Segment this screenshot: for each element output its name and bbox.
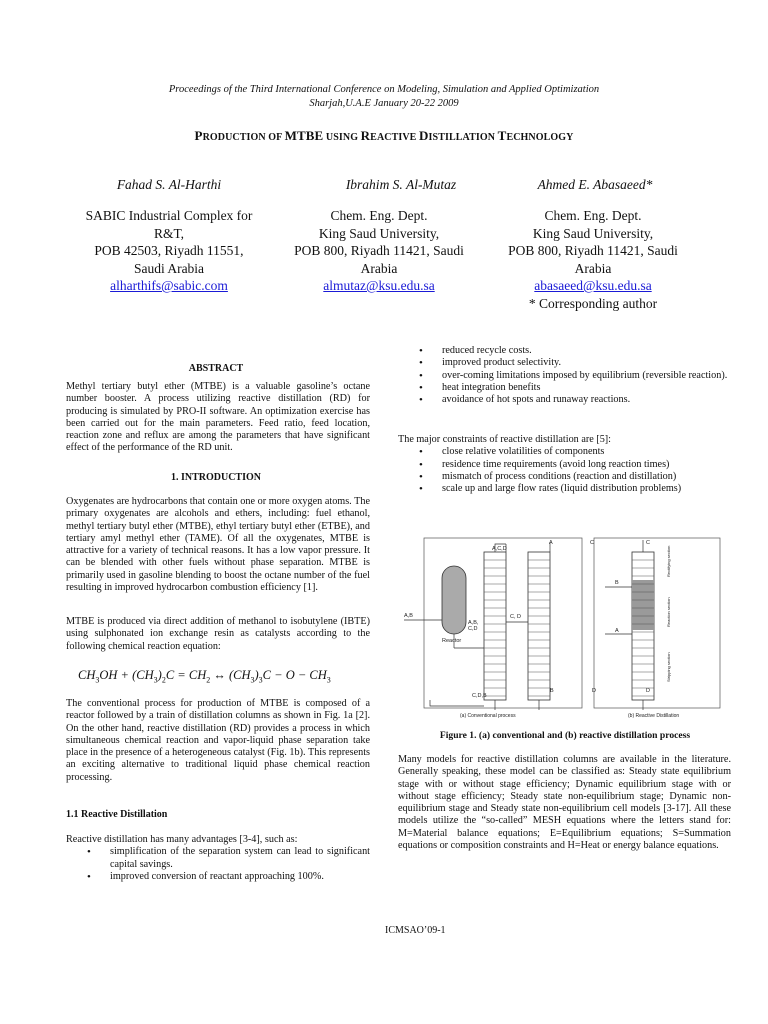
title-mtbe: MTBE	[284, 128, 324, 143]
label-stripping-section: Stripping section	[666, 652, 671, 682]
eq-sub: 3	[258, 675, 263, 685]
eq-sub: 3	[153, 675, 158, 685]
affiliation-line: Arabia	[360, 260, 398, 276]
title-roduction-of: RODUCTION OF	[202, 132, 285, 143]
affiliation-line: POB 42503, Riyadh 11551,	[94, 243, 244, 258]
author-affiliation-3	[478, 207, 708, 312]
introduction-heading: 1. INTRODUCTION	[170, 472, 261, 483]
label-a-top: A	[549, 540, 553, 546]
eq-ch: CH	[78, 668, 96, 682]
reactive-distillation-column	[632, 552, 654, 700]
list-item: • residence time requirements (avoid long reaction times)	[416, 459, 731, 471]
label-c-top-2: C	[646, 540, 650, 546]
eq-sub: 3	[326, 675, 331, 685]
eq-oh: OH + (CH	[99, 668, 154, 682]
intro-paragraph-2-text: MTBE is produced via direct addition of methanol to isobutylene (IBTE) using sulphonated ion exchange resin as catalysts according to the following chemical reaction equation:	[66, 616, 370, 652]
affiliation-line: R&T,	[153, 225, 185, 241]
eq-paren: )	[157, 668, 162, 682]
title-eactive: EACTIVE	[370, 132, 420, 143]
list-item: • heat integration benefits	[416, 382, 731, 394]
constraints-intro: The major constraints of reactive distillation are [5]:	[398, 434, 612, 445]
figure-caption: Figure 1. (a) conventional and (b) reactive distillation process	[439, 730, 691, 741]
affiliation-line: Saudi Arabia	[133, 260, 205, 276]
label-d-bottom-2: D	[646, 688, 650, 694]
label-abcd: A,B,	[468, 620, 479, 626]
constraints-bullets	[416, 446, 731, 495]
eq-sub: 3	[250, 675, 255, 685]
affiliation-line: POB 800, Riyadh 11421, Saudi	[294, 243, 464, 258]
advantages-bullets	[416, 345, 731, 406]
affiliation-line: King Saud University,	[532, 225, 654, 241]
advantages-list-continued	[398, 345, 731, 406]
reaction-equation	[78, 668, 378, 685]
eq-sub: 2	[206, 675, 211, 685]
affiliation-line: Chem. Eng. Dept.	[544, 208, 642, 223]
label-rectifying-section: Rectifying section	[666, 545, 671, 577]
distillation-column-2	[528, 552, 550, 700]
intro-paragraph-2	[66, 616, 370, 653]
author-name-2: Ibrahim S. Al-Mutaz	[345, 177, 457, 192]
list-item: • close relative volatilities of components	[416, 446, 731, 458]
intro-paragraph-3	[66, 698, 370, 784]
constraints-section	[398, 434, 731, 495]
label-reactor: Reactor	[442, 638, 462, 644]
reactive-distillation-intro	[66, 834, 370, 883]
author-name-3: Ahmed E. Abasaeed*	[537, 177, 653, 192]
affiliation-line: POB 800, Riyadh 11421, Saudi	[508, 243, 678, 258]
corresponding-author-note: * Corresponding author	[528, 295, 658, 311]
author-email-1[interactable]: alharthifs@sabic.com	[110, 278, 228, 293]
intro-paragraph-3-text: The conventional process for production of MTBE is composed of a reactor followed by a train of distillation columns as shown in Fig. 1a [2]. On the other hand, reactive distillation (RD) provides a process in which simultaneous chemical reaction and vapor-liquid phase separation take place in the presence of a heterogeneous catalyst (Fig. 1b). This represents an exciting alternative to traditional liquid phase chemical reaction processing.	[66, 698, 370, 783]
list-item: • scale up and large flow rates (liquid distribution problems)	[416, 483, 731, 495]
title-initial-t: T	[497, 128, 507, 143]
models-paragraph	[398, 754, 731, 852]
affiliation-line: Arabia	[574, 260, 612, 276]
rd-intro-text: Reactive distillation has many advantages [3-4], such as:	[66, 834, 298, 845]
author-name-1: Fahad S. Al-Harthi	[116, 177, 222, 192]
author-email-2[interactable]: almutaz@ksu.edu.sa	[323, 278, 435, 293]
author-affiliation-2	[264, 207, 494, 295]
label-acd: A,C,D	[492, 546, 507, 552]
distillation-column-1	[484, 552, 506, 700]
label-cd-mid: C, D	[510, 614, 521, 620]
title-istillation: ISTILLATION	[428, 132, 498, 143]
title-using: USING	[323, 132, 361, 143]
affiliation-line: Chem. Eng. Dept.	[330, 208, 428, 223]
paper-title	[0, 128, 768, 144]
list-item: • mismatch of process conditions (reaction and distillation)	[416, 471, 731, 483]
affiliation-line: King Saud University,	[318, 225, 440, 241]
intro-paragraph-1	[66, 496, 370, 594]
label-cdb: C,D,B	[472, 693, 487, 699]
list-item: • simplification of the separation system can lead to significant capital savings.	[84, 846, 370, 871]
figure-1-diagram	[400, 532, 730, 722]
abstract-paragraph: Methyl tertiary butyl ether (MTBE) is a valuable gasoline’s octane number booster. A process utilizing reactive distillation (RD) for producing is simulated by PRO-II software. An optimization exercise has been carried out for the main parameters. Feed ratio, feed location, reaction zone and reflux are among the parameters that have significant effect of the performance of the RD unit.	[66, 381, 370, 454]
label-c-top: C	[590, 540, 594, 546]
eq-sub: 2	[161, 675, 166, 685]
list-item: • over-coming limitations imposed by equilibrium (reversible reaction).	[416, 370, 731, 382]
abstract-heading: ABSTRACT	[188, 363, 244, 374]
list-item: • improved conversion of reactant approaching 100%.	[84, 871, 370, 883]
rd-advantages-list	[84, 846, 370, 883]
title-initial-p: P	[194, 128, 203, 143]
eq-c-ch: C = CH	[165, 668, 207, 682]
author-email-3[interactable]: abasaeed@ksu.edu.sa	[534, 278, 652, 293]
reaction-zone	[632, 580, 654, 630]
list-item: • reduced recycle costs.	[416, 345, 731, 357]
list-item: • improved product selectivity.	[416, 357, 731, 369]
reactor-vessel	[442, 566, 466, 634]
intro-paragraph-1-text: Oxygenates are hydrocarbons that contain one or more oxygen atoms. The primary oxygenates are alcohols and ethers, including: fuel ethanol, methyl tertiary butyl ether (MTBE), ethyl tertiary butyl ether (ETBE), and tertiary amyl methyl ether (TAME). Of all the oxygenates, MTBE is attractive for a variety of technical reasons. It has a low vapor pressure. It can be blended with other fuels without phase separation. MTBE is primarily used in gasoline blending to boost the octane number of the fuel resulting in improved hydrocarbon combustion efficiency [1].	[66, 496, 370, 594]
affiliation-line: SABIC Industrial Complex for	[85, 208, 253, 223]
title-initial-d: D	[419, 128, 429, 143]
label-a-feed: A	[615, 628, 619, 634]
label-reaction-section: Reaction section	[666, 597, 671, 627]
abstract-text	[66, 381, 370, 455]
eq-arrow: ↔ (CH	[210, 668, 251, 682]
eq-tail: C − O − CH	[262, 668, 327, 682]
author-affiliation-1	[54, 207, 284, 295]
conference-line-2: Sharjah,U.A.E January 20-22 2009	[309, 98, 459, 109]
label-subfigure-b: (b) Reactive Distillation	[628, 713, 680, 719]
reactive-distillation-heading: 1.1 Reactive Distillation	[66, 809, 168, 820]
title-initial-r: R	[360, 128, 371, 143]
page-number: ICMSAO’09-1	[385, 925, 446, 936]
conference-line-1: Proceedings of the Third International Conference on Modeling, Simulation and Applied Optimization	[168, 84, 600, 95]
label-subfigure-a: (a) Conventional process	[460, 713, 516, 719]
eq-paren: )	[254, 668, 259, 682]
eq-sub: 3	[95, 675, 100, 685]
title-echnology: ECHNOLOGY	[506, 132, 574, 143]
list-item: • avoidance of hot spots and runaway reactions.	[416, 394, 731, 406]
label-d-bottom: D	[592, 688, 596, 694]
label-cd: C,D	[468, 626, 478, 632]
models-paragraph-text: Many models for reactive distillation columns are available in the literature. Generally speaking, these model can be classified as: Steady state equilibrium stage with or without stage efficiency; Dynamic equilibrium stage with or without stage efficiency; Steady state non-equilibrium stage; Dynamic non-equilibrium stage and Steady state non-equilibrium cell models [3-17]. All these models utilize the “so-called” MESH equations where the letters stand for: M=Material balance equations; E=Equilibrium equations; S=Summation equations or composition constraints and H=Heat or energy balance equations.	[398, 754, 731, 852]
label-b-bottom: B	[550, 688, 554, 694]
label-ab-feed: A,B	[404, 613, 413, 619]
label-b-feed: B	[615, 580, 619, 586]
